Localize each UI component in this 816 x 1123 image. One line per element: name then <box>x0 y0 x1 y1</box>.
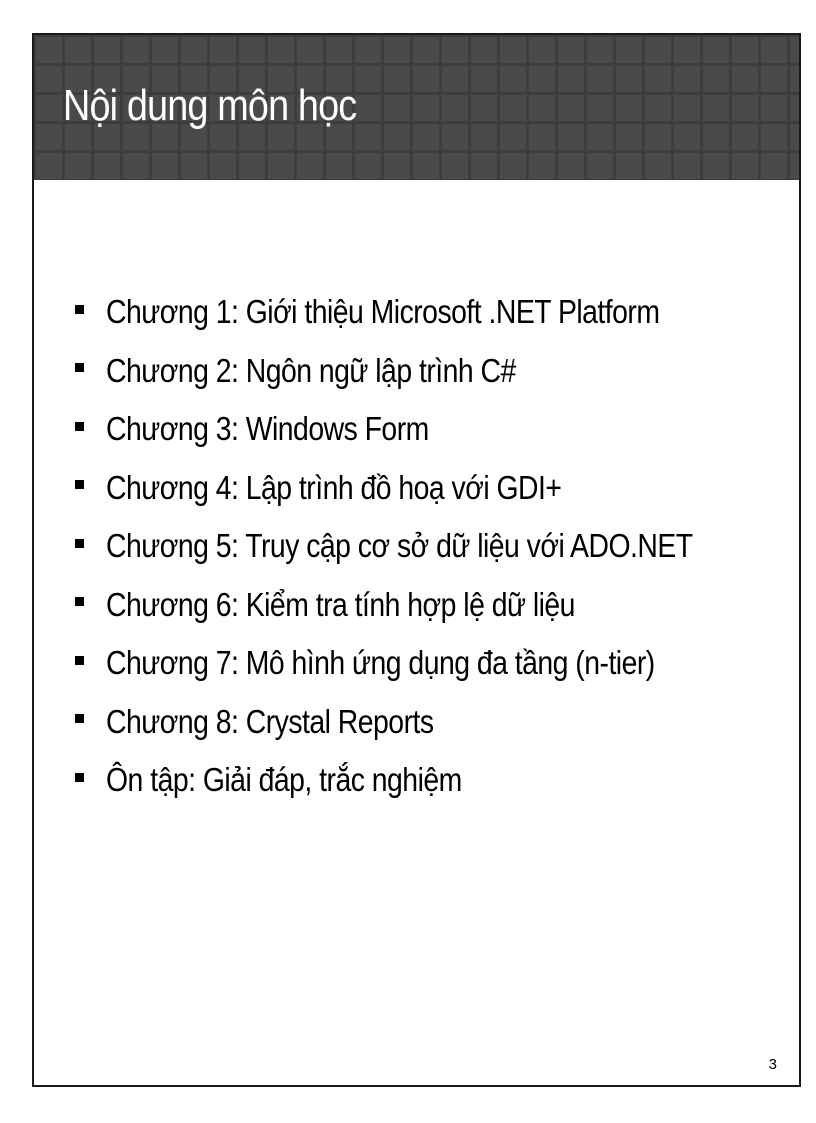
header-tile <box>65 37 91 63</box>
header-tile <box>761 95 787 121</box>
header-tile <box>384 153 410 179</box>
bullet-item <box>75 634 788 693</box>
square-bullet-icon <box>75 714 84 723</box>
header-tile <box>471 124 497 150</box>
header-tile <box>703 95 729 121</box>
header-tile <box>587 66 613 92</box>
header-tile <box>268 153 294 179</box>
header-tile <box>152 37 178 63</box>
header-tile <box>558 37 584 63</box>
header-tile <box>674 66 700 92</box>
header-tile <box>529 66 555 92</box>
header-tile <box>500 153 526 179</box>
bullet-text: Chương 1: Giới thiệu Microsoft .NET Platform <box>106 293 660 331</box>
header-tile <box>616 66 642 92</box>
bullet-text: Chương 6: Kiểm tra tính hợp lệ dữ liệu <box>106 585 575 623</box>
header-tile <box>587 153 613 179</box>
header-tile <box>355 37 381 63</box>
header-tile <box>558 66 584 92</box>
header-tile <box>529 153 555 179</box>
header-tile <box>732 37 758 63</box>
header-tile <box>703 124 729 150</box>
header-tile <box>123 37 149 63</box>
header-tile <box>65 153 91 179</box>
header-tile <box>210 37 236 63</box>
header-tile <box>645 153 671 179</box>
header-tile <box>732 153 758 179</box>
bullet-item <box>75 751 788 810</box>
square-bullet-icon <box>75 422 84 431</box>
header-tile <box>616 95 642 121</box>
slide <box>32 33 801 1087</box>
header-tile <box>616 153 642 179</box>
header-tile <box>413 95 439 121</box>
header-tile <box>36 124 62 150</box>
header-tile <box>442 153 468 179</box>
header-tile <box>384 66 410 92</box>
header-tile <box>471 95 497 121</box>
square-bullet-icon <box>75 597 84 606</box>
bullet-text: Chương 8: Crystal Reports <box>106 702 434 740</box>
square-bullet-icon <box>75 363 84 372</box>
header-tile <box>790 124 799 150</box>
header-tile <box>442 95 468 121</box>
header-tile <box>790 95 799 121</box>
header-tile <box>355 124 381 150</box>
bullet-text: Chương 3: Windows Form <box>106 410 429 448</box>
header-tile <box>500 124 526 150</box>
header-tile <box>36 153 62 179</box>
header-tile <box>297 153 323 179</box>
header-tile <box>94 37 120 63</box>
header-tile <box>674 124 700 150</box>
header-tile <box>94 153 120 179</box>
header-tile <box>471 37 497 63</box>
header-tile <box>587 37 613 63</box>
bullet-text: Chương 2: Ngôn ngữ lập trình C# <box>106 351 516 389</box>
header-tile <box>123 153 149 179</box>
header-tile <box>761 37 787 63</box>
bullet-text: Chương 5: Truy cập cơ sở dữ liệu với ADO.NET <box>106 527 693 565</box>
bullet-item <box>75 342 788 401</box>
square-bullet-icon <box>75 656 84 665</box>
header-tile <box>732 66 758 92</box>
header-tile <box>36 66 62 92</box>
header-tile <box>36 95 62 121</box>
header-tile <box>761 153 787 179</box>
bullet-item <box>75 400 788 459</box>
bullet-text: Chương 7: Mô hình ứng dụng đa tầng (n-tier) <box>106 644 655 682</box>
header-tile <box>790 66 799 92</box>
header-tile <box>790 153 799 179</box>
header-tile <box>326 37 352 63</box>
header-tile <box>500 66 526 92</box>
header-tile <box>703 153 729 179</box>
header-tile <box>761 124 787 150</box>
square-bullet-icon <box>75 539 84 548</box>
header-tile <box>587 124 613 150</box>
header-tile <box>442 37 468 63</box>
header-tile <box>239 37 265 63</box>
header-tile <box>326 153 352 179</box>
header-tile <box>384 95 410 121</box>
header-tile <box>181 37 207 63</box>
square-bullet-icon <box>75 480 84 489</box>
header-tile <box>442 66 468 92</box>
header-tile <box>471 153 497 179</box>
header-tile <box>761 66 787 92</box>
header-tile <box>645 37 671 63</box>
header-tile <box>355 66 381 92</box>
square-bullet-icon <box>75 305 84 314</box>
header-tile <box>529 37 555 63</box>
header-tile <box>645 66 671 92</box>
header-tile <box>413 66 439 92</box>
header-tile <box>181 153 207 179</box>
header-tile <box>297 37 323 63</box>
bullet-list <box>75 283 788 810</box>
header-tile <box>645 95 671 121</box>
header-tile <box>558 95 584 121</box>
slide-header <box>34 35 799 180</box>
bullet-item <box>75 459 788 518</box>
header-tile <box>152 153 178 179</box>
header-tile <box>558 153 584 179</box>
header-tile <box>703 66 729 92</box>
header-tile <box>500 95 526 121</box>
header-tile <box>500 37 526 63</box>
page-number: 3 <box>768 1056 777 1073</box>
header-tile <box>674 153 700 179</box>
header-tile <box>239 153 265 179</box>
header-tile <box>36 37 62 63</box>
bullet-item <box>75 693 788 752</box>
slide-title: Nội dung môn học <box>63 81 357 130</box>
header-tile <box>384 124 410 150</box>
header-tile <box>558 124 584 150</box>
header-tile <box>616 124 642 150</box>
header-tile <box>413 153 439 179</box>
header-tile <box>790 37 799 63</box>
bullet-item <box>75 517 788 576</box>
header-tile <box>442 124 468 150</box>
header-tile <box>674 95 700 121</box>
header-tile <box>413 124 439 150</box>
header-tile <box>471 66 497 92</box>
header-tile <box>732 95 758 121</box>
header-tile <box>355 153 381 179</box>
header-tile <box>529 95 555 121</box>
header-tile <box>413 37 439 63</box>
header-tile <box>587 95 613 121</box>
bullet-text: Ôn tập: Giải đáp, trắc nghiệm <box>106 761 462 799</box>
header-tile <box>674 37 700 63</box>
header-tile <box>268 37 294 63</box>
bullet-item <box>75 576 788 635</box>
header-tile <box>645 124 671 150</box>
header-tile <box>732 124 758 150</box>
header-tile <box>384 37 410 63</box>
bullet-item <box>75 283 788 342</box>
header-tile <box>355 95 381 121</box>
header-tile <box>210 153 236 179</box>
square-bullet-icon <box>75 773 84 782</box>
bullet-text: Chương 4: Lập trình đồ hoạ với GDI+ <box>106 468 562 506</box>
header-tile <box>616 37 642 63</box>
header-tile <box>529 124 555 150</box>
header-tile <box>703 37 729 63</box>
